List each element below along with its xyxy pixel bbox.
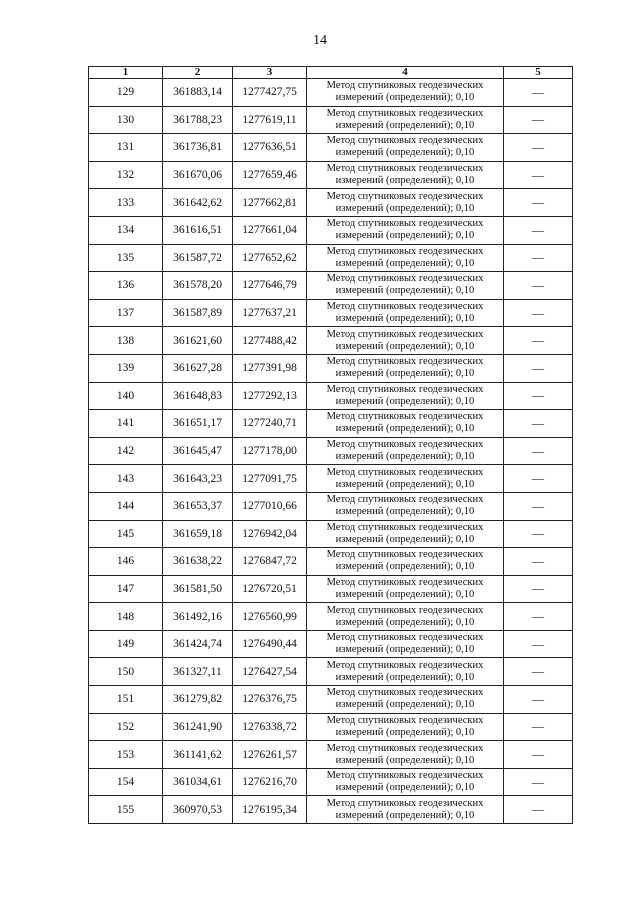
method-cell — [307, 161, 504, 189]
table-row — [89, 354, 573, 382]
note-cell: — — [504, 437, 573, 465]
point-number-cell: 134 — [89, 216, 163, 244]
table-row — [89, 272, 573, 300]
y-coordinate-cell: 1276490,44 — [233, 630, 307, 658]
method-cell — [307, 713, 504, 741]
method-cell — [307, 299, 504, 327]
method-text-line-2: измерений (определений); 0,10 — [335, 313, 475, 325]
note-cell: — — [504, 492, 573, 520]
y-coordinate-cell: 1277178,00 — [233, 437, 307, 465]
point-number-cell: 138 — [89, 327, 163, 355]
method-text-line-2: измерений (определений); 0,10 — [335, 147, 475, 159]
x-coordinate-cell: 361788,23 — [163, 106, 233, 134]
table-row — [89, 575, 573, 603]
method-text-line-1: Метод спутниковых геодезических — [326, 135, 484, 147]
point-number-cell: 151 — [89, 686, 163, 714]
method-text-line-2: измерений (определений); 0,10 — [335, 285, 475, 297]
method-text-line-2: измерений (определений); 0,10 — [335, 726, 475, 738]
point-number-cell: 142 — [89, 437, 163, 465]
note-cell: — — [504, 713, 573, 741]
method-text-line-2: измерений (определений); 0,10 — [335, 92, 475, 104]
note-cell: — — [504, 520, 573, 548]
method-cell — [307, 79, 504, 107]
method-text-line-1: Метод спутниковых геодезических — [326, 466, 484, 478]
point-number-cell: 145 — [89, 520, 163, 548]
x-coordinate-cell: 361648,83 — [163, 382, 233, 410]
point-number-cell: 146 — [89, 548, 163, 576]
table-row — [89, 520, 573, 548]
point-number-cell: 144 — [89, 492, 163, 520]
method-text-line-2: измерений (определений); 0,10 — [335, 119, 475, 131]
y-coordinate-cell: 1276560,99 — [233, 603, 307, 631]
method-text-line-1: Метод спутниковых геодезических — [326, 549, 484, 561]
y-coordinate-cell: 1277637,21 — [233, 299, 307, 327]
method-text-line-2: измерений (определений); 0,10 — [335, 395, 475, 407]
table-row — [89, 299, 573, 327]
method-text-line-2: измерений (определений); 0,10 — [335, 478, 475, 490]
column-header-5: 5 — [504, 67, 573, 79]
method-cell — [307, 189, 504, 217]
y-coordinate-cell: 1277240,71 — [233, 410, 307, 438]
note-cell: — — [504, 327, 573, 355]
x-coordinate-cell: 361034,61 — [163, 768, 233, 796]
method-text-line-2: измерений (определений); 0,10 — [335, 561, 475, 573]
x-coordinate-cell: 361424,74 — [163, 630, 233, 658]
note-cell: — — [504, 354, 573, 382]
x-coordinate-cell: 361587,89 — [163, 299, 233, 327]
method-text-line-1: Метод спутниковых геодезических — [326, 687, 484, 699]
y-coordinate-cell: 1277646,79 — [233, 272, 307, 300]
method-text-line-2: измерений (определений); 0,10 — [335, 202, 475, 214]
method-text-line-2: измерений (определений); 0,10 — [335, 754, 475, 766]
point-number-cell: 155 — [89, 796, 163, 824]
method-text-line-1: Метод спутниковых геодезических — [326, 383, 484, 395]
column-header-1: 1 — [89, 67, 163, 79]
note-cell: — — [504, 382, 573, 410]
note-cell: — — [504, 465, 573, 493]
table-row — [89, 244, 573, 272]
table-row — [89, 741, 573, 769]
point-number-cell: 153 — [89, 741, 163, 769]
y-coordinate-cell: 1276216,70 — [233, 768, 307, 796]
y-coordinate-cell: 1277661,04 — [233, 216, 307, 244]
note-cell: — — [504, 630, 573, 658]
method-cell — [307, 106, 504, 134]
y-coordinate-cell: 1276338,72 — [233, 713, 307, 741]
method-cell — [307, 796, 504, 824]
x-coordinate-cell: 361627,28 — [163, 354, 233, 382]
table-row — [89, 465, 573, 493]
y-coordinate-cell: 1277488,42 — [233, 327, 307, 355]
table-row — [89, 189, 573, 217]
note-cell: — — [504, 548, 573, 576]
table-body — [89, 79, 573, 824]
point-number-cell: 143 — [89, 465, 163, 493]
note-cell: — — [504, 741, 573, 769]
method-text-line-1: Метод спутниковых геодезических — [326, 714, 484, 726]
method-cell — [307, 382, 504, 410]
method-cell — [307, 520, 504, 548]
note-cell: — — [504, 189, 573, 217]
point-number-cell: 129 — [89, 79, 163, 107]
note-cell: — — [504, 768, 573, 796]
table-row — [89, 492, 573, 520]
column-header-4: 4 — [307, 67, 504, 79]
table-row — [89, 768, 573, 796]
table-row — [89, 327, 573, 355]
note-cell: — — [504, 161, 573, 189]
point-number-cell: 140 — [89, 382, 163, 410]
point-number-cell: 132 — [89, 161, 163, 189]
y-coordinate-cell: 1277091,75 — [233, 465, 307, 493]
note-cell: — — [504, 106, 573, 134]
method-cell — [307, 548, 504, 576]
x-coordinate-cell: 361653,37 — [163, 492, 233, 520]
y-coordinate-cell: 1277652,62 — [233, 244, 307, 272]
method-text-line-1: Метод спутниковых геодезических — [326, 604, 484, 616]
point-number-cell: 141 — [89, 410, 163, 438]
point-number-cell: 139 — [89, 354, 163, 382]
x-coordinate-cell: 360970,53 — [163, 796, 233, 824]
table-row — [89, 796, 573, 824]
method-text-line-2: измерений (определений); 0,10 — [335, 809, 475, 821]
x-coordinate-cell: 361670,06 — [163, 161, 233, 189]
method-text-line-2: измерений (определений); 0,10 — [335, 175, 475, 187]
note-cell: — — [504, 410, 573, 438]
y-coordinate-cell: 1277427,75 — [233, 79, 307, 107]
table-row — [89, 603, 573, 631]
note-cell: — — [504, 575, 573, 603]
method-cell — [307, 134, 504, 162]
method-cell — [307, 768, 504, 796]
note-cell: — — [504, 658, 573, 686]
method-text-line-2: измерений (определений); 0,10 — [335, 451, 475, 463]
point-number-cell: 135 — [89, 244, 163, 272]
x-coordinate-cell: 361141,62 — [163, 741, 233, 769]
y-coordinate-cell: 1276261,57 — [233, 741, 307, 769]
method-text-line-2: измерений (определений); 0,10 — [335, 782, 475, 794]
table-row — [89, 713, 573, 741]
method-cell — [307, 603, 504, 631]
point-number-cell: 152 — [89, 713, 163, 741]
note-cell: — — [504, 603, 573, 631]
table-row — [89, 134, 573, 162]
y-coordinate-cell: 1277659,46 — [233, 161, 307, 189]
method-text-line-2: измерений (определений); 0,10 — [335, 230, 475, 242]
x-coordinate-cell: 361642,62 — [163, 189, 233, 217]
header-row — [89, 67, 573, 79]
method-text-line-2: измерений (определений); 0,10 — [335, 644, 475, 656]
method-text-line-1: Метод спутниковых геодезических — [326, 356, 484, 368]
method-text-line-1: Метод спутниковых геодезических — [326, 632, 484, 644]
page-number: 14 — [313, 33, 327, 48]
y-coordinate-cell: 1276942,04 — [233, 520, 307, 548]
x-coordinate-cell: 361659,18 — [163, 520, 233, 548]
table-row — [89, 106, 573, 134]
point-number-cell: 149 — [89, 630, 163, 658]
method-cell — [307, 630, 504, 658]
y-coordinate-cell: 1277662,81 — [233, 189, 307, 217]
table-row — [89, 161, 573, 189]
table-row — [89, 437, 573, 465]
method-cell — [307, 327, 504, 355]
method-text-line-1: Метод спутниковых геодезических — [326, 439, 484, 451]
y-coordinate-cell: 1277636,51 — [233, 134, 307, 162]
method-text-line-1: Метод спутниковых геодезических — [326, 328, 484, 340]
note-cell: — — [504, 686, 573, 714]
method-text-line-1: Метод спутниковых геодезических — [326, 742, 484, 754]
method-cell — [307, 492, 504, 520]
method-text-line-2: измерений (определений); 0,10 — [335, 368, 475, 380]
table-row — [89, 382, 573, 410]
x-coordinate-cell: 361736,81 — [163, 134, 233, 162]
note-cell: — — [504, 796, 573, 824]
x-coordinate-cell: 361883,14 — [163, 79, 233, 107]
method-cell — [307, 741, 504, 769]
method-cell — [307, 244, 504, 272]
y-coordinate-cell: 1277010,66 — [233, 492, 307, 520]
point-number-cell: 150 — [89, 658, 163, 686]
y-coordinate-cell: 1276427,54 — [233, 658, 307, 686]
method-text-line-1: Метод спутниковых геодезических — [326, 411, 484, 423]
method-text-line-1: Метод спутниковых геодезических — [326, 107, 484, 119]
method-cell — [307, 410, 504, 438]
column-header-3: 3 — [233, 67, 307, 79]
method-text-line-1: Метод спутниковых геодезических — [326, 163, 484, 175]
y-coordinate-cell: 1277391,98 — [233, 354, 307, 382]
note-cell: — — [504, 216, 573, 244]
method-text-line-2: измерений (определений); 0,10 — [335, 671, 475, 683]
note-cell: — — [504, 134, 573, 162]
note-cell: — — [504, 272, 573, 300]
method-text-line-1: Метод спутниковых геодезических — [326, 80, 484, 92]
table-row — [89, 216, 573, 244]
point-number-cell: 131 — [89, 134, 163, 162]
y-coordinate-cell: 1276376,75 — [233, 686, 307, 714]
x-coordinate-cell: 361492,16 — [163, 603, 233, 631]
note-cell: — — [504, 299, 573, 327]
y-coordinate-cell: 1276720,51 — [233, 575, 307, 603]
method-text-line-1: Метод спутниковых геодезических — [326, 770, 484, 782]
method-text-line-2: измерений (определений); 0,10 — [335, 423, 475, 435]
table-row — [89, 658, 573, 686]
point-number-cell: 136 — [89, 272, 163, 300]
method-text-line-2: измерений (определений); 0,10 — [335, 588, 475, 600]
x-coordinate-cell: 361581,50 — [163, 575, 233, 603]
method-text-line-1: Метод спутниковых геодезических — [326, 797, 484, 809]
x-coordinate-cell: 361587,72 — [163, 244, 233, 272]
method-text-line-2: измерений (определений); 0,10 — [335, 533, 475, 545]
note-cell: — — [504, 79, 573, 107]
method-cell — [307, 437, 504, 465]
method-cell — [307, 354, 504, 382]
column-header-2: 2 — [163, 67, 233, 79]
method-text-line-2: измерений (определений); 0,10 — [335, 257, 475, 269]
table-header — [89, 67, 573, 79]
point-number-cell: 137 — [89, 299, 163, 327]
x-coordinate-cell: 361651,17 — [163, 410, 233, 438]
point-number-cell: 133 — [89, 189, 163, 217]
method-text-line-2: измерений (определений); 0,10 — [335, 340, 475, 352]
y-coordinate-cell: 1276847,72 — [233, 548, 307, 576]
point-number-cell: 148 — [89, 603, 163, 631]
x-coordinate-cell: 361645,47 — [163, 437, 233, 465]
method-text-line-1: Метод спутниковых геодезических — [326, 245, 484, 257]
table-row — [89, 630, 573, 658]
point-number-cell: 130 — [89, 106, 163, 134]
x-coordinate-cell: 361621,60 — [163, 327, 233, 355]
x-coordinate-cell: 361241,90 — [163, 713, 233, 741]
table-row — [89, 686, 573, 714]
point-number-cell: 154 — [89, 768, 163, 796]
method-cell — [307, 658, 504, 686]
x-coordinate-cell: 361279,82 — [163, 686, 233, 714]
method-cell — [307, 272, 504, 300]
method-text-line-2: измерений (определений); 0,10 — [335, 699, 475, 711]
y-coordinate-cell: 1276195,34 — [233, 796, 307, 824]
x-coordinate-cell: 361643,23 — [163, 465, 233, 493]
method-text-line-1: Метод спутниковых геодезических — [326, 494, 484, 506]
method-cell — [307, 465, 504, 493]
method-text-line-2: измерений (определений); 0,10 — [335, 506, 475, 518]
method-text-line-1: Метод спутниковых геодезических — [326, 659, 484, 671]
table-row — [89, 548, 573, 576]
method-text-line-1: Метод спутниковых геодезических — [326, 521, 484, 533]
method-text-line-1: Метод спутниковых геодезических — [326, 576, 484, 588]
x-coordinate-cell: 361578,20 — [163, 272, 233, 300]
method-text-line-1: Метод спутниковых геодезических — [326, 301, 484, 313]
y-coordinate-cell: 1277292,13 — [233, 382, 307, 410]
coordinates-table — [88, 66, 573, 824]
method-text-line-1: Метод спутниковых геодезических — [326, 218, 484, 230]
x-coordinate-cell: 361327,11 — [163, 658, 233, 686]
note-cell: — — [504, 244, 573, 272]
table-row — [89, 410, 573, 438]
method-text-line-1: Метод спутниковых геодезических — [326, 273, 484, 285]
method-text-line-2: измерений (определений); 0,10 — [335, 616, 475, 628]
x-coordinate-cell: 361616,51 — [163, 216, 233, 244]
point-number-cell: 147 — [89, 575, 163, 603]
y-coordinate-cell: 1277619,11 — [233, 106, 307, 134]
method-cell — [307, 575, 504, 603]
table-row — [89, 79, 573, 107]
x-coordinate-cell: 361638,22 — [163, 548, 233, 576]
method-text-line-1: Метод спутниковых геодезических — [326, 190, 484, 202]
method-cell — [307, 216, 504, 244]
method-cell — [307, 686, 504, 714]
